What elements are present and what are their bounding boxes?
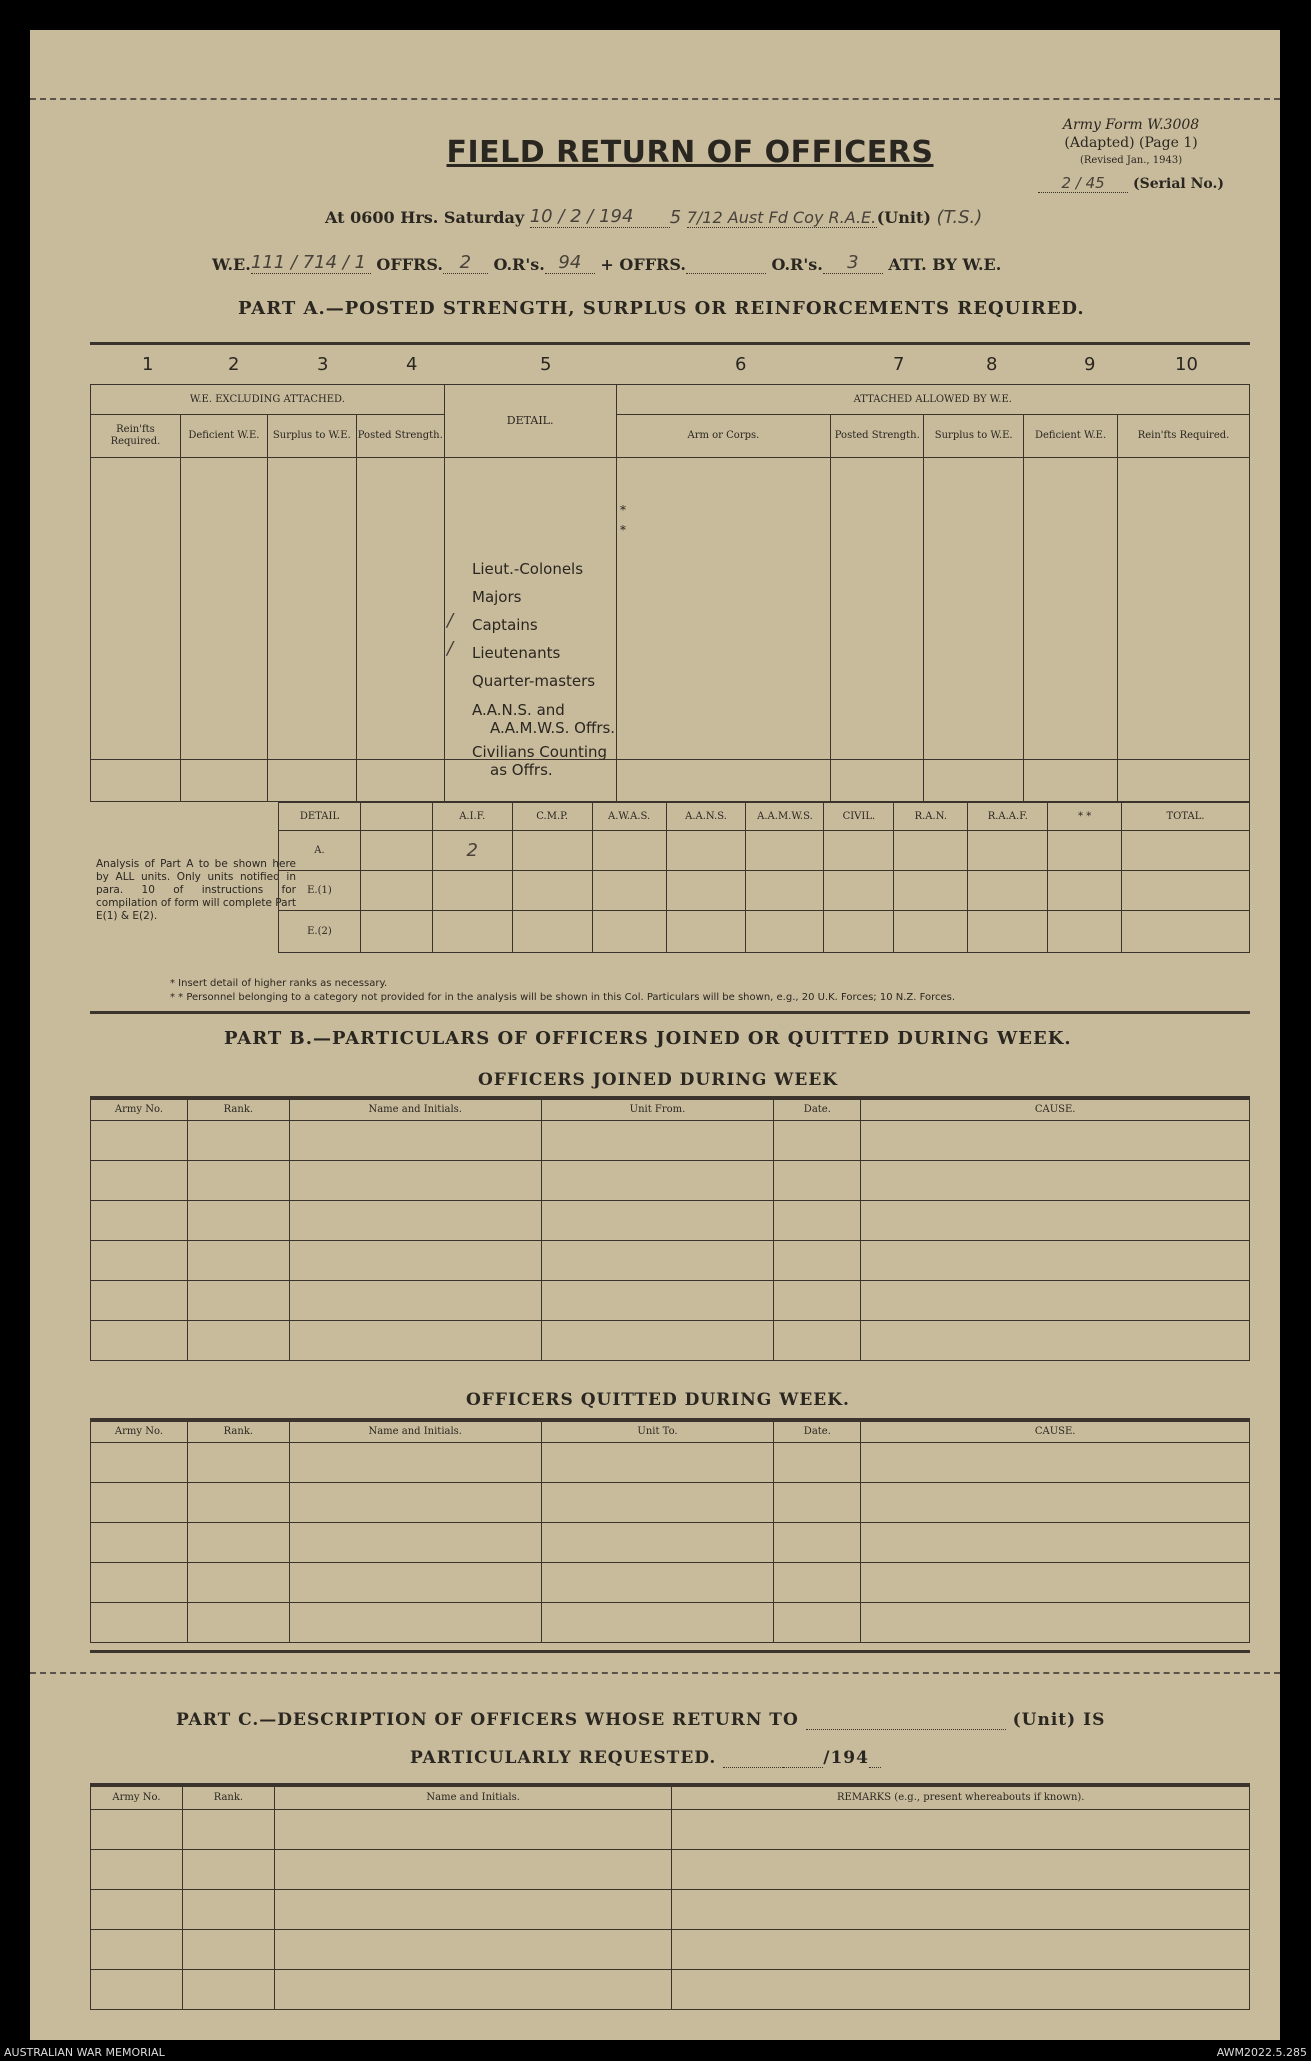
- analysis-col-aif: A.I.F.: [432, 803, 512, 831]
- part-c-month-field[interactable]: [783, 1767, 823, 1768]
- part-c-col-name: Name and Initials.: [274, 1785, 672, 1809]
- cell[interactable]: [774, 1522, 861, 1562]
- cell[interactable]: [824, 911, 894, 953]
- rank-civilians-cont: as Offrs.: [490, 761, 553, 779]
- col-reinfts-required: Rein'fts Required.: [91, 415, 181, 457]
- cell[interactable]: [289, 1200, 541, 1240]
- cell[interactable]: [91, 1280, 188, 1320]
- joined-col-unit-from: Unit From.: [541, 1098, 774, 1120]
- ors2-label: O.R's.: [771, 255, 823, 274]
- col-arm-or-corps: Arm or Corps.: [616, 415, 831, 457]
- we-value: 111 / 714 / 1: [251, 252, 371, 274]
- part-c-line-1: [176, 1710, 1105, 1730]
- cell[interactable]: [861, 1482, 1250, 1522]
- we-label: W.E.: [212, 255, 251, 274]
- total-cell[interactable]: [924, 759, 1024, 801]
- cell[interactable]: [1118, 457, 1250, 759]
- ors-value: 94: [545, 252, 595, 274]
- joined-col-cause: CAUSE.: [861, 1098, 1250, 1120]
- cell[interactable]: [1048, 911, 1122, 953]
- joined-table: [90, 1096, 1250, 1361]
- cell[interactable]: [592, 831, 666, 871]
- table-row: [91, 1120, 1250, 1160]
- we-excluding-header: W.E. EXCLUDING ATTACHED.: [91, 385, 445, 415]
- cell[interactable]: [861, 1280, 1250, 1320]
- quitted-col-rank: Rank.: [187, 1420, 289, 1442]
- cell[interactable]: [541, 1602, 774, 1642]
- cell[interactable]: [91, 1522, 188, 1562]
- cell[interactable]: [182, 1809, 274, 1849]
- analysis-col-aans: A.A.N.S.: [666, 803, 746, 831]
- footnote-1: * Insert detail of higher ranks as necessary.: [170, 978, 388, 989]
- col-num-1: 1: [142, 354, 154, 375]
- ors-label: O.R's.: [493, 255, 545, 274]
- analysis-col-raaf: R.A.A.F.: [968, 803, 1048, 831]
- cell[interactable]: [894, 831, 968, 871]
- cell[interactable]: [187, 1522, 289, 1562]
- cell[interactable]: [616, 457, 831, 759]
- rank-lieut-colonels: Lieut.-Colonels: [472, 560, 584, 578]
- total-cell[interactable]: [1118, 759, 1250, 801]
- joined-title: OFFICERS JOINED DURING WEEK: [478, 1070, 839, 1090]
- total-cell[interactable]: [616, 759, 831, 801]
- cell[interactable]: [91, 1482, 188, 1522]
- col-att-reinfts: Rein'fts Required.: [1118, 415, 1250, 457]
- cell[interactable]: [672, 1849, 1250, 1889]
- cell[interactable]: [91, 457, 181, 759]
- part-c-year: /194: [823, 1748, 869, 1768]
- serial-label: (Serial No.): [1133, 176, 1224, 192]
- form-adapted: (Adapted) (Page 1): [1064, 135, 1198, 151]
- cell[interactable]: [541, 1280, 774, 1320]
- cell[interactable]: [672, 1809, 1250, 1849]
- cell[interactable]: [1048, 831, 1122, 871]
- analysis-col-blank: [360, 803, 432, 831]
- army-form-number: Army Form W.3008: [1062, 117, 1200, 133]
- offrs2-label: OFFRS.: [619, 255, 686, 274]
- col-num-2: 2: [228, 354, 240, 375]
- cell[interactable]: [774, 1240, 861, 1280]
- cell[interactable]: [774, 1482, 861, 1522]
- table-row: [91, 1240, 1250, 1280]
- cell[interactable]: [824, 871, 894, 911]
- analysis-row-e2: E.(2): [279, 911, 361, 953]
- return-year: 5: [669, 207, 682, 228]
- quitted-col-unit-to: Unit To.: [541, 1420, 774, 1442]
- form-title: FIELD RETURN OF OFFICERS: [446, 135, 934, 170]
- table-row: [91, 1482, 1250, 1522]
- total-cell[interactable]: [1024, 759, 1118, 801]
- table-row: [91, 1562, 1250, 1602]
- cell[interactable]: [274, 1889, 672, 1929]
- table-row: [91, 1602, 1250, 1642]
- part-a-table: [90, 384, 1250, 802]
- rank-quarter-masters: Quarter-masters: [472, 672, 596, 690]
- cell[interactable]: [894, 911, 968, 953]
- form-reference: [1038, 116, 1224, 193]
- cell[interactable]: [289, 1442, 541, 1482]
- cell[interactable]: [746, 831, 824, 871]
- part-c-col-remarks: REMARKS (e.g., present whereabouts if known).: [672, 1785, 1250, 1809]
- cell[interactable]: [360, 911, 432, 953]
- cell[interactable]: [831, 457, 924, 759]
- cell[interactable]: [91, 1442, 188, 1482]
- cell[interactable]: [91, 1602, 188, 1642]
- rank-aans: A.A.N.S. and: [472, 701, 565, 719]
- part-c-col-rank: Rank.: [182, 1785, 274, 1809]
- joined-col-army-no: Army No.: [91, 1098, 188, 1120]
- table-row: [91, 1522, 1250, 1562]
- rank-list: [472, 555, 615, 779]
- footer-left: AUSTRALIAN WAR MEMORIAL: [4, 2046, 165, 2059]
- star-marker: *: [620, 503, 626, 517]
- col-att-posted-strength: Posted Strength.: [831, 415, 924, 457]
- cell[interactable]: [187, 1482, 289, 1522]
- cell[interactable]: [592, 911, 666, 953]
- rank-captains: Captains: [472, 616, 538, 634]
- analysis-col-awas: A.W.A.S.: [592, 803, 666, 831]
- part-c-title: PART C.—DESCRIPTION OF OFFICERS WHOSE RETURN TO: [176, 1710, 799, 1730]
- cell[interactable]: [432, 871, 512, 911]
- analysis-col-aamws: A.A.M.W.S.: [746, 803, 824, 831]
- table-row: [91, 1442, 1250, 1482]
- part-c-line-2: [410, 1748, 881, 1768]
- total-cell[interactable]: [356, 759, 444, 801]
- cell[interactable]: [274, 1809, 672, 1849]
- cell[interactable]: [289, 1482, 541, 1522]
- quitted-col-date: Date.: [774, 1420, 861, 1442]
- lieutenants-posted-mark: /: [447, 638, 454, 659]
- analysis-col-other: * *: [1048, 803, 1122, 831]
- cell[interactable]: [666, 831, 746, 871]
- cell[interactable]: [91, 1562, 188, 1602]
- cell[interactable]: [746, 911, 824, 953]
- unit-label: (Unit): [876, 208, 931, 227]
- analysis-col-total: TOTAL.: [1122, 803, 1250, 831]
- aif-a-value[interactable]: 2: [432, 831, 512, 871]
- quitted-col-name: Name and Initials.: [289, 1420, 541, 1442]
- table-row: [91, 1320, 1250, 1360]
- cell[interactable]: [187, 1160, 289, 1200]
- cell[interactable]: [512, 871, 592, 911]
- cell[interactable]: [746, 871, 824, 911]
- cell[interactable]: [666, 871, 746, 911]
- header-line-2: [212, 252, 1001, 274]
- col-posted-strength: Posted Strength.: [356, 415, 444, 457]
- star-marker: *: [620, 523, 626, 537]
- cell[interactable]: [289, 1160, 541, 1200]
- cell[interactable]: [541, 1482, 774, 1522]
- form-revised: (Revised Jan., 1943): [1080, 155, 1183, 166]
- analysis-col-cmp: C.M.P.: [512, 803, 592, 831]
- star-markers: [620, 500, 626, 540]
- cell[interactable]: [289, 1522, 541, 1562]
- cell[interactable]: [672, 1929, 1250, 1969]
- cell[interactable]: [666, 911, 746, 953]
- unit-name: 7/12 Aust Fd Coy R.A.E.: [686, 208, 877, 227]
- cell[interactable]: [180, 457, 267, 759]
- col-num-3: 3: [317, 354, 329, 375]
- rank-aamws: A.A.M.W.S. Offrs.: [490, 719, 616, 737]
- part-b-bottom-rule: [90, 1650, 1250, 1653]
- cell[interactable]: [182, 1929, 274, 1969]
- part-c-year-field[interactable]: [869, 1767, 881, 1768]
- cell[interactable]: [289, 1320, 541, 1360]
- analysis-table: [278, 802, 1250, 953]
- cell[interactable]: [267, 457, 356, 759]
- cell[interactable]: [774, 1602, 861, 1642]
- cell[interactable]: [774, 1280, 861, 1320]
- cell[interactable]: [512, 911, 592, 953]
- cell[interactable]: [274, 1849, 672, 1889]
- offrs2-value: [686, 273, 766, 274]
- cell[interactable]: [1048, 871, 1122, 911]
- col-deficient: Deficient W.E.: [180, 415, 267, 457]
- cell[interactable]: [187, 1602, 289, 1642]
- captains-posted-mark: /: [447, 610, 454, 631]
- total-cell[interactable]: [91, 759, 181, 801]
- cell[interactable]: [1122, 871, 1250, 911]
- cell[interactable]: [187, 1320, 289, 1360]
- cell[interactable]: [91, 1240, 188, 1280]
- cell[interactable]: [672, 1969, 1250, 2009]
- part-a-title: PART A.—POSTED STRENGTH, SURPLUS OR REINFORCEMENTS REQUIRED.: [238, 298, 1085, 319]
- cell[interactable]: [182, 1889, 274, 1929]
- cell[interactable]: [861, 1160, 1250, 1200]
- joined-col-rank: Rank.: [187, 1098, 289, 1120]
- cell[interactable]: [861, 1562, 1250, 1602]
- cell[interactable]: [672, 1889, 1250, 1929]
- cell[interactable]: [274, 1929, 672, 1969]
- cell[interactable]: [861, 1442, 1250, 1482]
- analysis-note: Analysis of Part A to be shown here by ALL units. Only units notified in para. 10 of instructions for compilation of form will complete Part E(1) & E(2).: [96, 858, 296, 922]
- cell[interactable]: [289, 1280, 541, 1320]
- joined-col-date: Date.: [774, 1098, 861, 1120]
- cell[interactable]: [91, 1160, 188, 1200]
- col-num-8: 8: [986, 354, 998, 375]
- part-c-date-field[interactable]: [723, 1767, 783, 1768]
- analysis-row-a: A.: [279, 831, 361, 871]
- cell[interactable]: [541, 1320, 774, 1360]
- analysis-row-e1: E.(1): [279, 871, 361, 911]
- col-att-surplus: Surplus to W.E.: [924, 415, 1024, 457]
- offrs-value: 2: [443, 252, 488, 274]
- table-row: [91, 1889, 1250, 1929]
- cell[interactable]: [968, 831, 1048, 871]
- cell[interactable]: [541, 1160, 774, 1200]
- cell[interactable]: [187, 1442, 289, 1482]
- cell[interactable]: [356, 457, 444, 759]
- cell[interactable]: [861, 1320, 1250, 1360]
- col-num-6: 6: [735, 354, 747, 375]
- return-date: 10 / 2 / 194: [530, 206, 670, 228]
- form-paper: [30, 30, 1280, 2040]
- table-row: [91, 1160, 1250, 1200]
- col-num-7: 7: [893, 354, 905, 375]
- col-surplus: Surplus to W.E.: [267, 415, 356, 457]
- table-row: [91, 1280, 1250, 1320]
- footnote-2: * * Personnel belonging to a category not provided for in the analysis will be shown in this Col. Particulars will be shown, e.g., 20 U.K. Forces; 10 N.Z. Forces.: [170, 992, 956, 1003]
- offrs-label: OFFRS.: [376, 255, 443, 274]
- total-cell[interactable]: [267, 759, 356, 801]
- cell[interactable]: [91, 1120, 188, 1160]
- footer-right: AWM2022.5.285: [1216, 2046, 1307, 2059]
- col-num-4: 4: [406, 354, 418, 375]
- cell[interactable]: [91, 1929, 183, 1969]
- table-row: [91, 1849, 1250, 1889]
- cell[interactable]: [774, 1120, 861, 1160]
- total-cell[interactable]: [180, 759, 267, 801]
- cell[interactable]: [774, 1442, 861, 1482]
- cell[interactable]: [512, 831, 592, 871]
- plus-sign: +: [600, 255, 614, 274]
- quitted-table: [90, 1418, 1250, 1643]
- cell[interactable]: [187, 1200, 289, 1240]
- part-b-rule: [90, 1011, 1250, 1014]
- cell[interactable]: [360, 871, 432, 911]
- cell[interactable]: [182, 1849, 274, 1889]
- table-row: [91, 1969, 1250, 2009]
- part-c-unit-field[interactable]: [806, 1729, 1006, 1730]
- cell[interactable]: [774, 1200, 861, 1240]
- cell[interactable]: [541, 1200, 774, 1240]
- table-row: [91, 1929, 1250, 1969]
- cell[interactable]: [861, 1602, 1250, 1642]
- unit-suffix: (T.S.): [936, 207, 983, 228]
- perforation-top: [30, 98, 1280, 100]
- cell[interactable]: [774, 1562, 861, 1602]
- part-c-unit-label: (Unit) IS: [1012, 1710, 1106, 1730]
- cell[interactable]: [432, 911, 512, 953]
- cell[interactable]: [187, 1280, 289, 1320]
- total-cell[interactable]: [831, 759, 924, 801]
- cell[interactable]: [91, 1969, 183, 2009]
- header-line-1: [325, 206, 982, 228]
- cell[interactable]: [861, 1200, 1250, 1240]
- joined-col-name: Name and Initials.: [289, 1098, 541, 1120]
- table-row: [91, 1200, 1250, 1240]
- part-c-requested: PARTICULARLY REQUESTED.: [410, 1748, 717, 1768]
- quitted-col-cause: CAUSE.: [861, 1420, 1250, 1442]
- cell[interactable]: [1122, 911, 1250, 953]
- rank-civilians: Civilians Counting: [472, 743, 608, 761]
- detail-header: DETAIL.: [444, 385, 616, 458]
- cell[interactable]: [861, 1120, 1250, 1160]
- cell[interactable]: [187, 1562, 289, 1602]
- cell[interactable]: [774, 1320, 861, 1360]
- cell[interactable]: [91, 1809, 183, 1849]
- col-att-deficient: Deficient W.E.: [1024, 415, 1118, 457]
- part-a-top-rule: [90, 342, 1250, 345]
- cell[interactable]: [1024, 457, 1118, 759]
- part-c-col-army-no: Army No.: [91, 1785, 183, 1809]
- perforation-bottom: [30, 1672, 1280, 1674]
- cell[interactable]: [924, 457, 1024, 759]
- cell[interactable]: [968, 871, 1048, 911]
- attached-allowed-header: ATTACHED ALLOWED BY W.E.: [616, 385, 1249, 415]
- cell[interactable]: [360, 831, 432, 871]
- cell[interactable]: [541, 1240, 774, 1280]
- cell[interactable]: [1122, 831, 1250, 871]
- rank-lieutenants: Lieutenants: [472, 644, 561, 662]
- cell[interactable]: [289, 1562, 541, 1602]
- cell[interactable]: [861, 1522, 1250, 1562]
- cell[interactable]: [541, 1120, 774, 1160]
- quitted-col-army-no: Army No.: [91, 1420, 188, 1442]
- cell[interactable]: [289, 1240, 541, 1280]
- rank-majors: Majors: [472, 588, 522, 606]
- col-num-10: 10: [1175, 354, 1198, 375]
- cell[interactable]: [592, 871, 666, 911]
- cell[interactable]: [187, 1120, 289, 1160]
- cell[interactable]: [182, 1969, 274, 2009]
- cell[interactable]: [541, 1522, 774, 1562]
- cell[interactable]: [968, 911, 1048, 953]
- cell[interactable]: [91, 1889, 183, 1929]
- col-num-9: 9: [1084, 354, 1096, 375]
- cell[interactable]: [541, 1562, 774, 1602]
- cell[interactable]: [289, 1120, 541, 1160]
- ors2-value: 3: [823, 252, 883, 274]
- att-label: ATT. BY W.E.: [888, 255, 1002, 274]
- cell[interactable]: [91, 1200, 188, 1240]
- part-b-title: PART B.—PARTICULARS OF OFFICERS JOINED OR QUITTED DURING WEEK.: [224, 1028, 1072, 1049]
- analysis-col-detail: DETAIL: [279, 803, 361, 831]
- cell[interactable]: [774, 1160, 861, 1200]
- cell[interactable]: [894, 871, 968, 911]
- cell[interactable]: [541, 1442, 774, 1482]
- table-row: [91, 1809, 1250, 1849]
- part-c-table: [90, 1783, 1250, 2010]
- cell[interactable]: [274, 1969, 672, 2009]
- cell[interactable]: [824, 831, 894, 871]
- analysis-col-civil: CIVIL.: [824, 803, 894, 831]
- cell[interactable]: [187, 1240, 289, 1280]
- quitted-title: OFFICERS QUITTED DURING WEEK.: [466, 1390, 850, 1410]
- serial-number: 2 / 45: [1038, 174, 1128, 193]
- cell[interactable]: [91, 1320, 188, 1360]
- at-label: At 0600 Hrs. Saturday: [325, 208, 525, 227]
- col-num-5: 5: [540, 354, 552, 375]
- cell[interactable]: [91, 1849, 183, 1889]
- analysis-col-ran: R.A.N.: [894, 803, 968, 831]
- cell[interactable]: [289, 1602, 541, 1642]
- cell[interactable]: [861, 1240, 1250, 1280]
